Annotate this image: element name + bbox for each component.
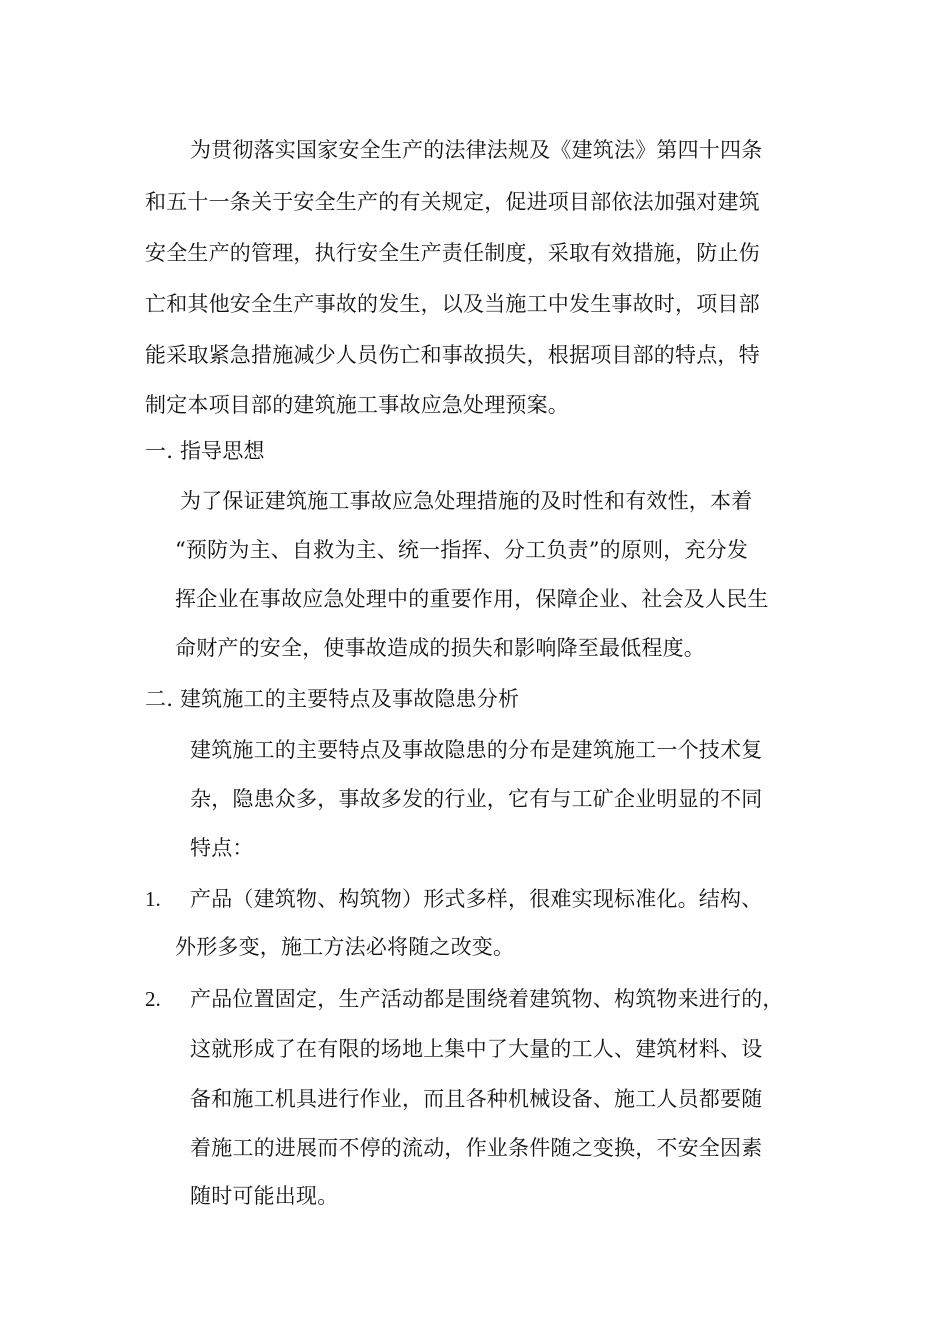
- list-item-line: 随时可能出现。: [190, 1184, 339, 1208]
- intro-line: 和五十一条关于安全生产的有关规定，促进项目部依法加强对建筑: [145, 190, 760, 214]
- section-heading-guiding-ideology: 一. 指导思想: [145, 439, 265, 463]
- section2-line: 建筑施工的主要特点及事故隐患的分布是建筑施工一个技术复: [190, 738, 763, 762]
- list-item-line: 产品位置固定，生产活动都是围绕着建筑物、构筑物来进行的，: [190, 987, 784, 1011]
- intro-line: 安全生产的管理，执行安全生产责任制度，采取有效措施，防止伤: [145, 241, 760, 265]
- section-heading-construction-features: 二. 建筑施工的主要特点及事故隐患分析: [145, 687, 520, 711]
- section2-line: 杂，隐患众多，事故多发的行业，它有与工矿企业明显的不同: [190, 787, 763, 811]
- section1-line: 为了保证建筑施工事故应急处理措施的及时性和有效性，本着: [180, 489, 753, 513]
- section1-line: 挥企业在事故应急处理中的重要作用，保障企业、社会及人民生: [175, 587, 769, 611]
- intro-line: 为贯彻落实国家安全生产的法律法规及《建筑法》第四十四条: [190, 138, 763, 162]
- list-item-number: 2.: [145, 987, 161, 1011]
- intro-line: 能采取紧急措施减少人员伤亡和事故损失，根据项目部的特点，特: [145, 343, 760, 367]
- list-item-number: 1.: [145, 887, 161, 911]
- intro-line: 制定本项目部的建筑施工事故应急处理预案。: [145, 393, 569, 417]
- section2-line: 特点：: [190, 836, 254, 860]
- intro-line: 亡和其他安全生产事故的发生，以及当施工中发生事故时，项目部: [145, 292, 760, 316]
- list-item-line: 着施工的进展而不停的流动，作业条件随之变换，不安全因素: [190, 1136, 763, 1160]
- list-item-line: 这就形成了在有限的场地上集中了大量的工人、建筑材料、设: [190, 1037, 763, 1061]
- section1-line: “预防为主、自救为主、统一指挥、分工负责”的原则，充分发: [175, 538, 749, 562]
- list-item-line: 备和施工机具进行作业，而且各种机械设备、施工人员都要随: [190, 1087, 763, 1111]
- list-item-line: 产品（建筑物、构筑物）形式多样，很难实现标准化。结构、: [190, 887, 763, 911]
- list-item-line: 外形多变，施工方法必将随之改变。: [175, 935, 515, 959]
- section1-line: 命财产的安全，使事故造成的损失和影响降至最低程度。: [175, 636, 705, 660]
